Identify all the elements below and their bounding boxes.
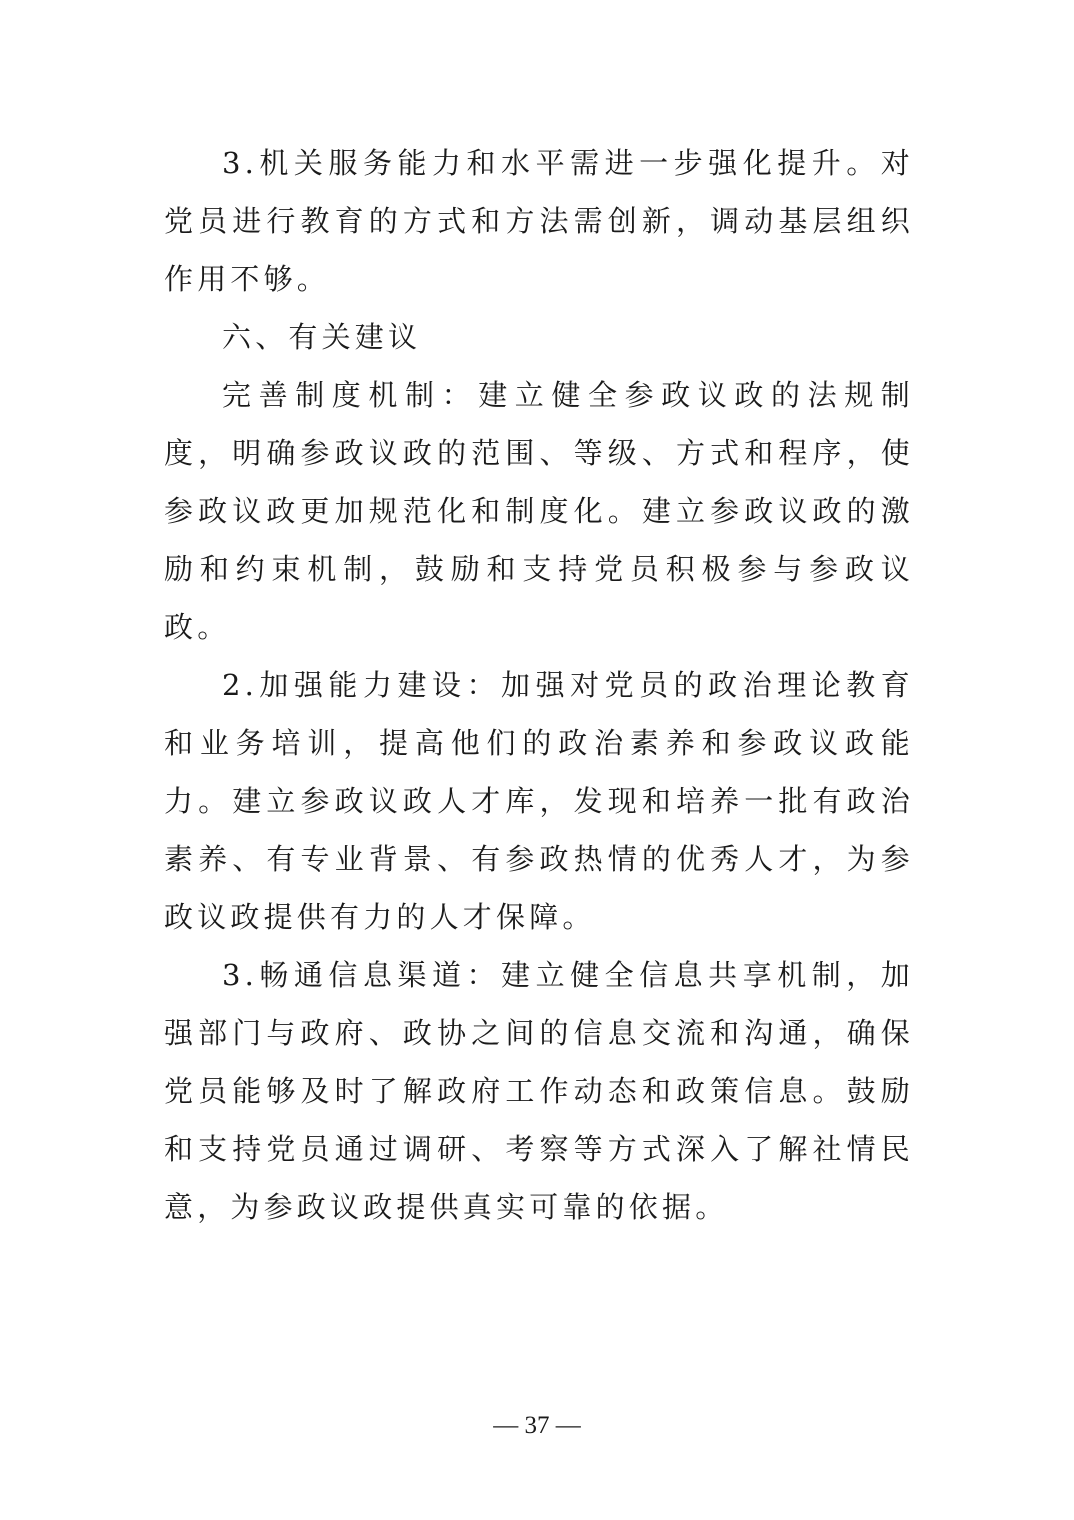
section-heading-suggestions: 六、有关建议: [222, 320, 422, 354]
paragraph-improve-mechanism: 完善制度机制：建立健全参政议政的法规制度，明确参政议政的范围、等级、方式和程序，使参政议政更加规范化和制度化。建立参政议政的激励和约束机制，鼓励和支持党员积极参与参政议政。: [164, 378, 914, 644]
paragraph-service-capacity: 3.机关服务能力和水平需进一步强化提升。对党员进行教育的方式和方法需创新，调动基层组织作用不够。: [164, 146, 914, 296]
paragraph-information-channels: 3.畅通信息渠道：建立健全信息共享机制，加强部门与政府、政协之间的信息交流和沟通，确保党员能够及时了解政府工作动态和政策信息。鼓励和支持党员通过调研、考察等方式深入了解社情民意，为参政议政提供真实可靠的依据。: [164, 958, 914, 1224]
page-number: — 37 —: [493, 1412, 581, 1439]
document-body: [164, 134, 914, 1236]
paragraph-capacity-building: 2.加强能力建设：加强对党员的政治理论教育和业务培训，提高他们的政治素养和参政议政能力。建立参政议政人才库，发现和培养一批有政治素养、有专业背景、有参政热情的优秀人才，为参政议政提供有力的人才保障。: [164, 668, 914, 934]
